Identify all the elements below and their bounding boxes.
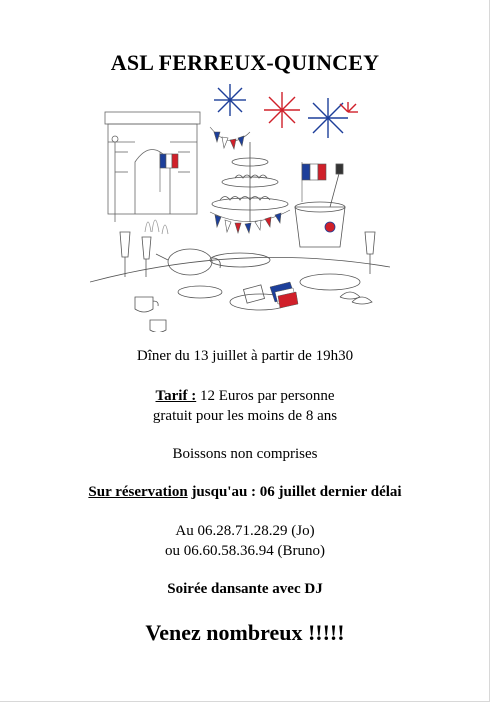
contact-jo: Au 06.28.71.28.29 (Jo) bbox=[175, 523, 315, 539]
cake-stand-drawing bbox=[212, 142, 288, 222]
reservation-line bbox=[0, 484, 490, 501]
tarif-free-text: gratuit pour les moins de 8 ans bbox=[152, 408, 338, 424]
reservation-deadline: jusqu'au : 06 juillet dernier délai bbox=[191, 484, 402, 500]
dinner-date-text: Dîner du 13 juillet à partir de 19h30 bbox=[136, 348, 354, 364]
festive-dinner-illustration bbox=[90, 82, 390, 332]
napkin-stack-drawing bbox=[270, 282, 298, 308]
teapot-drawing bbox=[168, 249, 212, 275]
dance-party-text: Soirée dansante avec DJ bbox=[167, 581, 323, 597]
reservation-label: Sur réservation bbox=[88, 484, 188, 500]
arc-de-triomphe-drawing bbox=[105, 112, 200, 214]
fireworks-drawing bbox=[214, 84, 358, 138]
tarif-line bbox=[0, 388, 490, 405]
tarif-price: 12 Euros par personne bbox=[199, 388, 335, 404]
contact-bruno: ou 06.60.58.36.94 (Bruno) bbox=[165, 543, 325, 559]
drinks-text: Boissons non comprises bbox=[172, 446, 318, 462]
page-title: ASL FERREUX-QUINCEY bbox=[110, 50, 380, 75]
closing-text: Venez nombreux !!!!! bbox=[145, 620, 345, 645]
tarif-label: Tarif : bbox=[155, 388, 197, 404]
